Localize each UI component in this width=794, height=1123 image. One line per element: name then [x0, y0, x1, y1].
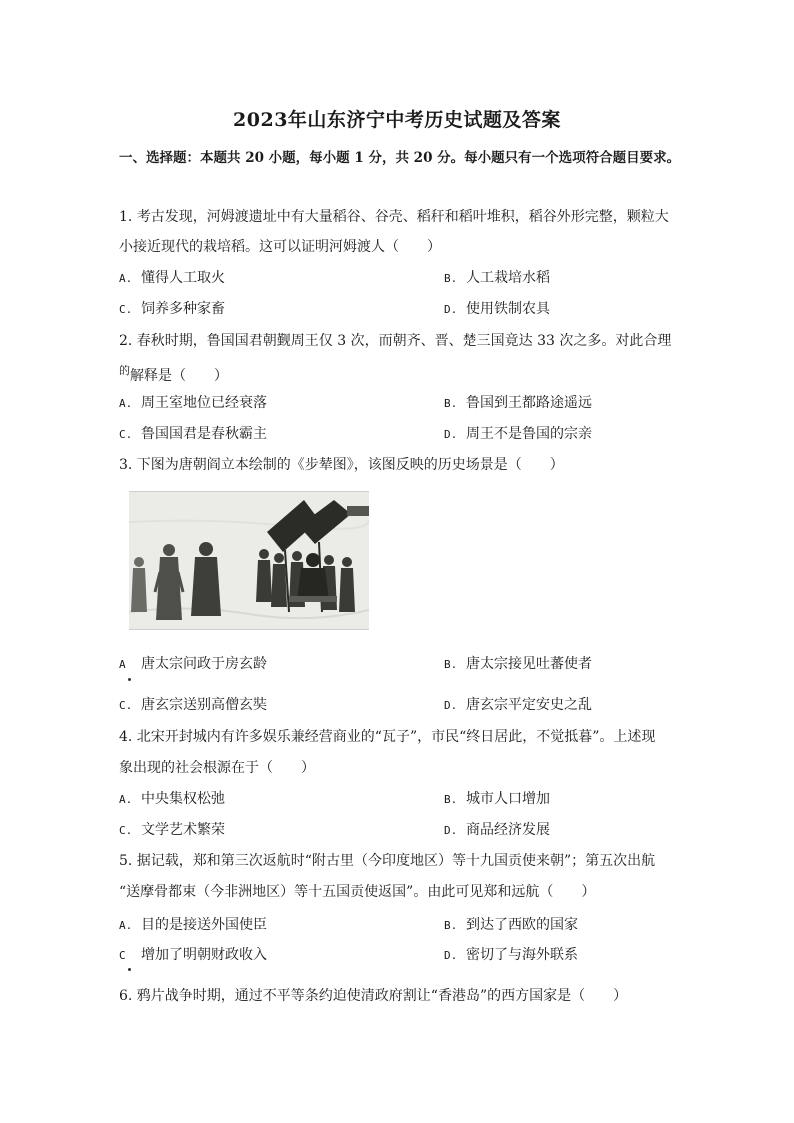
question-5-option-b — [444, 915, 578, 936]
option-dot-mark — [128, 968, 131, 971]
question-6-line-1: 6. 鸦片战争时期，通过不平等条约迫使清政府割让“香港岛”的西方国家是（ ） — [119, 988, 628, 1004]
option-letter: D. — [444, 949, 458, 962]
option-text: 周王室地位已经衰落 — [141, 395, 267, 411]
question-3-line-1: 3. 下图为唐朝阎立本绘制的《步辇图》，该图反映的历史场景是（ ） — [119, 457, 564, 473]
question-1-line-2: 小接近现代的栽培稻。这可以证明河姆渡人（ ） — [119, 239, 441, 255]
option-dot-mark — [128, 678, 131, 681]
option-text: 中央集权松弛 — [141, 791, 225, 807]
option-letter: C. — [119, 699, 133, 712]
option-text: 目的是接送外国使臣 — [141, 917, 267, 933]
option-text: 唐玄宗送别高僧玄奘 — [141, 697, 267, 713]
question-3-option-b — [444, 654, 592, 675]
question-4-option-a — [119, 789, 225, 810]
option-text: 懂得人工取火 — [141, 270, 225, 286]
question-2-option-a — [119, 393, 267, 414]
option-letter: C. — [119, 824, 133, 837]
option-text: 唐太宗接见吐蕃使者 — [466, 656, 592, 672]
question-5-option-d — [444, 945, 578, 966]
question-5-option-a — [119, 915, 267, 936]
option-text: 唐玄宗平定安史之乱 — [466, 697, 592, 713]
option-text: 城市人口增加 — [466, 791, 550, 807]
question-4-option-b — [444, 789, 550, 810]
option-text: 到达了西欧的国家 — [466, 917, 578, 933]
option-letter: D. — [444, 303, 458, 316]
option-letter: B. — [444, 919, 458, 932]
option-letter: A. — [119, 397, 133, 410]
section-header: 一、选择题：本题共 20 小题，每小题 1 分，共 20 分。每小题只有一个选项符合题目要求。 — [119, 150, 681, 166]
question-5-line-1: 5. 据记载，郑和第三次返航时“附古里（今印度地区）等十九国贡使来朝”；第五次出航 — [119, 853, 656, 869]
question-5-line-2: “送摩骨都束（今非洲地区）等十五国贡使返国”。由此可见郑和远航（ ） — [119, 884, 596, 900]
question-4-line-2: 象出现的社会根源在于（ ） — [119, 760, 315, 776]
option-text: 文学艺术繁荣 — [141, 822, 225, 838]
option-letter: C — [119, 949, 126, 962]
option-letter: D. — [444, 824, 458, 837]
option-text: 使用铁制农具 — [466, 301, 550, 317]
question-2-option-c — [119, 424, 267, 445]
option-letter: B. — [444, 658, 458, 671]
question-1-option-b — [444, 268, 550, 289]
question-1-option-d — [444, 299, 550, 320]
painting-image — [129, 491, 369, 630]
painting-illustration — [129, 492, 369, 629]
question-2-option-d — [444, 424, 592, 445]
question-1-option-a — [119, 268, 225, 289]
option-text: 鲁国国君是春秋霸主 — [141, 426, 267, 442]
option-letter: A. — [119, 272, 133, 285]
option-text: 商品经济发展 — [466, 822, 550, 838]
question-4-option-d — [444, 820, 550, 841]
option-letter: A. — [119, 793, 133, 806]
question-4-option-c — [119, 820, 225, 841]
question-2-option-b — [444, 393, 592, 414]
page-title: 2023年山东济宁中考历史试题及答案 — [233, 109, 561, 131]
option-text: 鲁国到王都路途遥远 — [466, 395, 592, 411]
question-5-option-c — [119, 945, 267, 966]
option-text: 饲养多种家畜 — [141, 301, 225, 317]
question-2-line-1: 2. 春秋时期，鲁国国君朝觐周王仅 3 次，而朝齐、晋、楚三国竟达 33 次之多。对此合理 — [119, 333, 672, 349]
option-letter: B. — [444, 397, 458, 410]
option-letter: D. — [444, 699, 458, 712]
option-letter: A — [119, 658, 126, 671]
question-3-option-d — [444, 695, 592, 716]
option-text: 密切了与海外联系 — [466, 947, 578, 963]
option-letter: C. — [119, 303, 133, 316]
question-1-option-c — [119, 299, 225, 320]
question-3-option-c — [119, 695, 267, 716]
option-text: 增加了明朝财政收入 — [141, 947, 267, 963]
option-letter: B. — [444, 272, 458, 285]
question-2-line-2-text: 解释是（ ） — [130, 368, 228, 384]
option-letter: C. — [119, 428, 133, 441]
option-letter: D. — [444, 428, 458, 441]
question-1-line-1: 1. 考古发现，河姆渡遗址中有大量稻谷、谷壳、稻秆和稻叶堆积，稻谷外形完整，颗粒大 — [119, 209, 669, 225]
question-3-option-a — [119, 654, 267, 675]
option-text: 周王不是鲁国的宗亲 — [466, 426, 592, 442]
question-4-line-1: 4. 北宋开封城内有许多娱乐兼经营商业的“瓦子”，市民“终日居此，不觉抵暮”。上述现 — [119, 729, 656, 745]
question-2-superscript: 的 — [119, 364, 130, 377]
option-letter: B. — [444, 793, 458, 806]
option-letter: A. — [119, 919, 133, 932]
question-2-line-2 — [119, 366, 228, 387]
option-text: 唐太宗问政于房玄龄 — [141, 656, 267, 672]
option-text: 人工栽培水稻 — [466, 270, 550, 286]
